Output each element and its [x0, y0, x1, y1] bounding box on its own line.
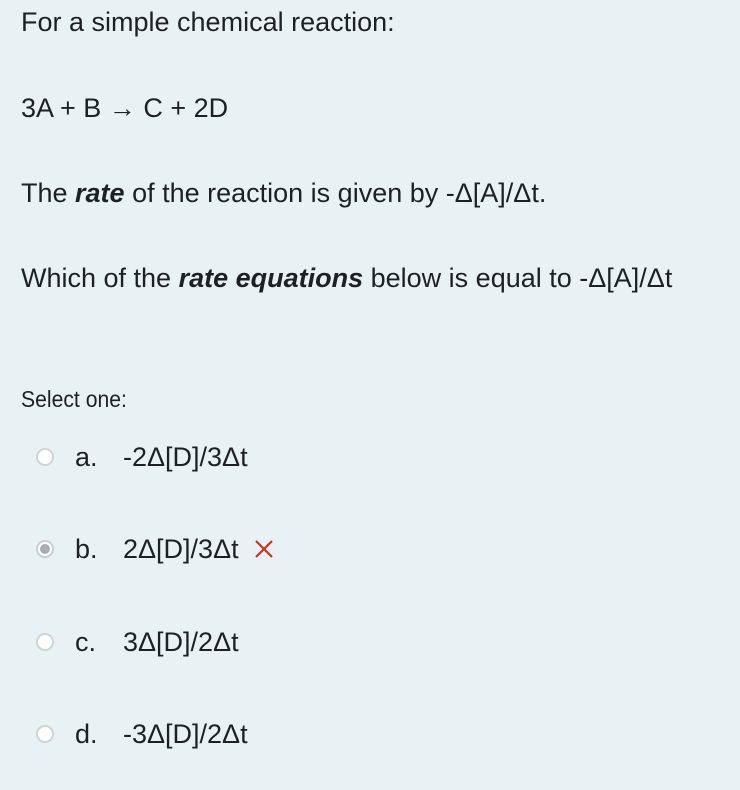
option-text-b: 2Δ[D]/3Δt [123, 533, 239, 564]
option-text-d: -3Δ[D]/2Δt [123, 718, 248, 749]
close-icon [253, 538, 275, 560]
answer-option-d[interactable] [36, 716, 248, 752]
rate-definition-pre: The [21, 178, 76, 208]
question-intro: For a simple chemical reaction: [21, 7, 395, 37]
rate-definition [21, 177, 546, 209]
question-ask-post: below is equal to -Δ[A]/Δt [363, 263, 673, 293]
radio-button-b[interactable] [36, 540, 54, 558]
rate-equations-emphasis: rate equations [178, 263, 364, 293]
question-ask [21, 262, 672, 294]
radio-button-c[interactable] [36, 633, 54, 651]
answer-option-b[interactable] [36, 531, 275, 567]
rate-definition-post: of the reaction is given by -Δ[A]/Δt. [124, 178, 547, 208]
option-text-a: -2Δ[D]/3Δt [123, 441, 248, 472]
select-one-prompt: Select one: [21, 386, 127, 412]
option-letter-a: a. [75, 441, 98, 472]
answer-option-c[interactable] [36, 624, 239, 660]
radio-button-d[interactable] [36, 725, 54, 743]
option-letter-d: d. [75, 718, 98, 749]
rate-emphasis: rate [75, 178, 125, 208]
option-letter-c: c. [75, 626, 97, 657]
reaction-equation: 3A + B → C + 2D [21, 93, 229, 123]
option-text-c: 3Δ[D]/2Δt [123, 626, 239, 657]
option-letter-b: b. [75, 533, 98, 564]
question-ask-pre: Which of the [21, 263, 179, 293]
radio-button-a[interactable] [36, 448, 54, 466]
answer-option-a[interactable] [36, 439, 248, 475]
